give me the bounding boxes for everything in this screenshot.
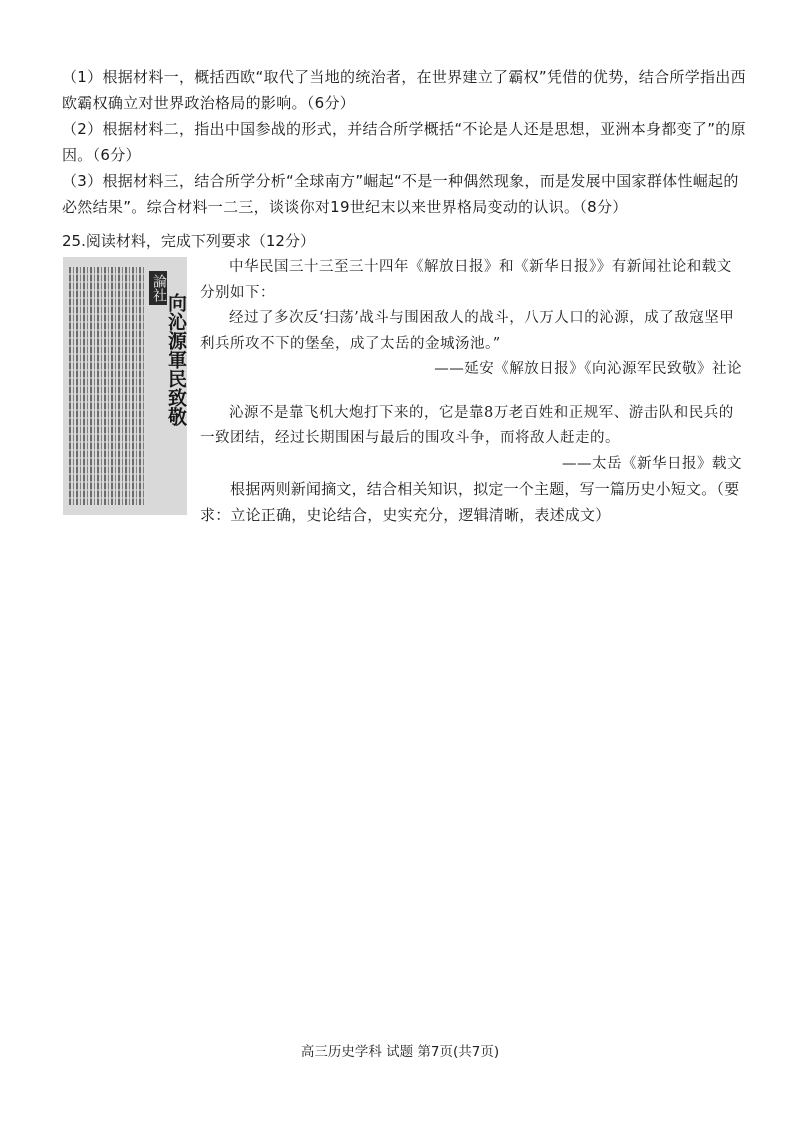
q24-item-1: （1）根据材料一，概括西欧“取代了当地的统治者，在世界建立了霸权”凭借的优势，结合所学指出西欧霸权确立对世界政治格局的影响。（6分） bbox=[62, 68, 746, 112]
question-24-subitems bbox=[62, 64, 752, 220]
q24-item-2: （2）根据材料二，指出中国参战的形式，并结合所学概括“不论是人还是思想，亚洲本身都变了”的原因。（6分） bbox=[62, 120, 746, 164]
material-quote-1: 经过了多次反‘扫荡’战斗与围困敌人的战斗，八万人口的沁源，成了敌寇坚甲利兵所攻不下的堡垒，成了太岳的金城汤池。” bbox=[200, 310, 735, 352]
material-spacer bbox=[200, 383, 742, 401]
material-intro: 中华民国三十三至三十四年《解放日报》和《新华日报》》有新闻社论和载文分别如下： bbox=[200, 259, 732, 301]
question-25-heading: 25.阅读材料，完成下列要求（12分） bbox=[62, 232, 315, 250]
question-25-task: 根据两则新闻摘文，结合相关知识，拟定一个主题，写一篇历史小短文。（要求：立论正确，史论结合，史实充分，逻辑清晰，表述成文） bbox=[200, 480, 740, 524]
q24-item-3: （3）根据材料三，结合所学分析“全球南方”崛起“不是一种偶然现象，而是发展中国家群体性崛起的必然结果”。综合材料一二三，谈谈你对19世纪末以来世界格局变动的认识。（8分） bbox=[62, 172, 739, 216]
clipping-section-label: 論社 bbox=[149, 271, 167, 305]
clipping-headline: 向沁源軍民致敬 bbox=[165, 293, 187, 426]
page-footer: 高三历史学科 试题 第7页(共7页) bbox=[300, 1044, 500, 1060]
material-source-1: ——延安《解放日报》《向沁源军民致敬》社论 bbox=[434, 361, 742, 377]
material-quote-2: 沁源不是靠飞机大炮打下来的，它是靠8万老百姓和正规军、游击队和民兵的一致团结，经过长期围困与最后的围攻斗争，而将敌人赶走的。 bbox=[200, 404, 734, 446]
clipping-body-text-texture bbox=[69, 267, 145, 505]
question-25-material bbox=[200, 255, 742, 528]
newspaper-clipping-image bbox=[63, 257, 187, 515]
material-source-2: ——太岳《新华日报》载文 bbox=[562, 455, 742, 472]
